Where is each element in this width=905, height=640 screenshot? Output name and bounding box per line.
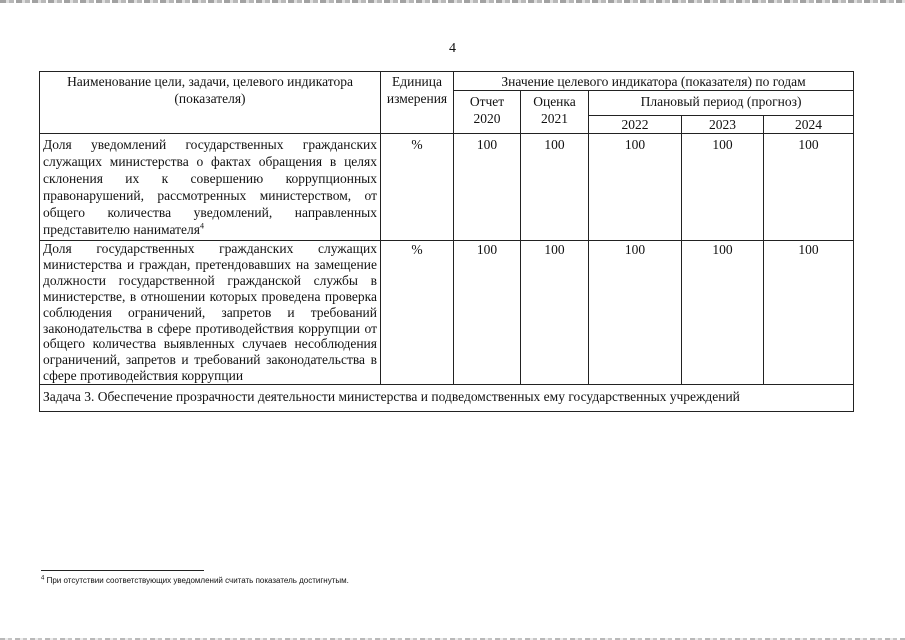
value-cell-plan-2022: 100 — [589, 134, 682, 241]
footnote-text: При отсутствии соответствующих уведомлений считать показатель достигнутым. — [46, 576, 349, 585]
task-row — [40, 385, 854, 412]
value-cell-plan-2022: 100 — [589, 241, 682, 385]
value-cell-plan-2024: 100 — [764, 134, 854, 241]
header-plan-year-2024: 2024 — [764, 116, 854, 134]
header-plan-year-2022: 2022 — [589, 116, 682, 134]
header-name-cell: Наименование цели, задачи, целевого индикатора (показателя) — [40, 72, 381, 134]
table-row — [40, 241, 854, 385]
header-estimate-year: 2021 — [541, 111, 568, 126]
unit-cell: % — [381, 134, 454, 241]
header-row-1 — [40, 72, 854, 91]
header-report-year: 2020 — [473, 111, 501, 126]
footnote-mark: 4 — [41, 575, 45, 582]
scan-top-edge — [0, 0, 905, 3]
value-cell-report-2020: 100 — [454, 134, 521, 241]
table-row — [40, 134, 854, 241]
footnote — [41, 576, 349, 586]
task-3-cell: Задача 3. Обеспечение прозрачности деятельности министерства и подведомственных ему государственных учреждений — [40, 385, 854, 412]
value-cell-report-2020: 100 — [454, 241, 521, 385]
value-cell-plan-2024: 100 — [764, 241, 854, 385]
indicators-table — [39, 71, 854, 412]
unit-cell: % — [381, 241, 454, 385]
page-number: 4 — [449, 41, 456, 56]
value-cell-plan-2023: 100 — [682, 241, 764, 385]
footnote-separator — [41, 570, 204, 571]
value-cell-estimate-2021: 100 — [521, 134, 589, 241]
header-unit-cell: Единица измерения — [381, 72, 454, 134]
indicator-name: Доля уведомлений государственных гражданских служащих министерства о фактах обращения в целях склонения их к совершению коррупционных правонарушений, рассмотренных министерством, от общего количества уведомлений, направленных представителю нанимателя — [43, 137, 377, 237]
header-values-group: Значение целевого индикатора (показателя) по годам — [454, 72, 854, 91]
header-report-cell — [454, 91, 521, 134]
header-plan-period: Плановый период (прогноз) — [589, 91, 854, 116]
header-report-label: Отчет — [469, 94, 505, 109]
indicator-name-cell — [40, 134, 381, 241]
header-estimate-cell — [521, 91, 589, 134]
value-cell-estimate-2021: 100 — [521, 241, 589, 385]
indicator-name: Доля государственных гражданских служащих министерства и граждан, претендовавших на замещение должности государственной гражданской службы в министерстве, в отношении которых проведена проверка соблюдения ограничений, запретов и требований законодательства в сфере противодействия коррупции от общего количества выявленных случаев несоблюдения ограничений, запретов и требований законодательства в сфере противодействия коррупции — [43, 241, 377, 384]
footnote-ref: 4 — [200, 221, 204, 231]
header-plan-year-2023: 2023 — [682, 116, 764, 134]
value-cell-plan-2023: 100 — [682, 134, 764, 241]
header-estimate-label: Оценка — [533, 94, 576, 109]
indicator-name-cell — [40, 241, 381, 385]
